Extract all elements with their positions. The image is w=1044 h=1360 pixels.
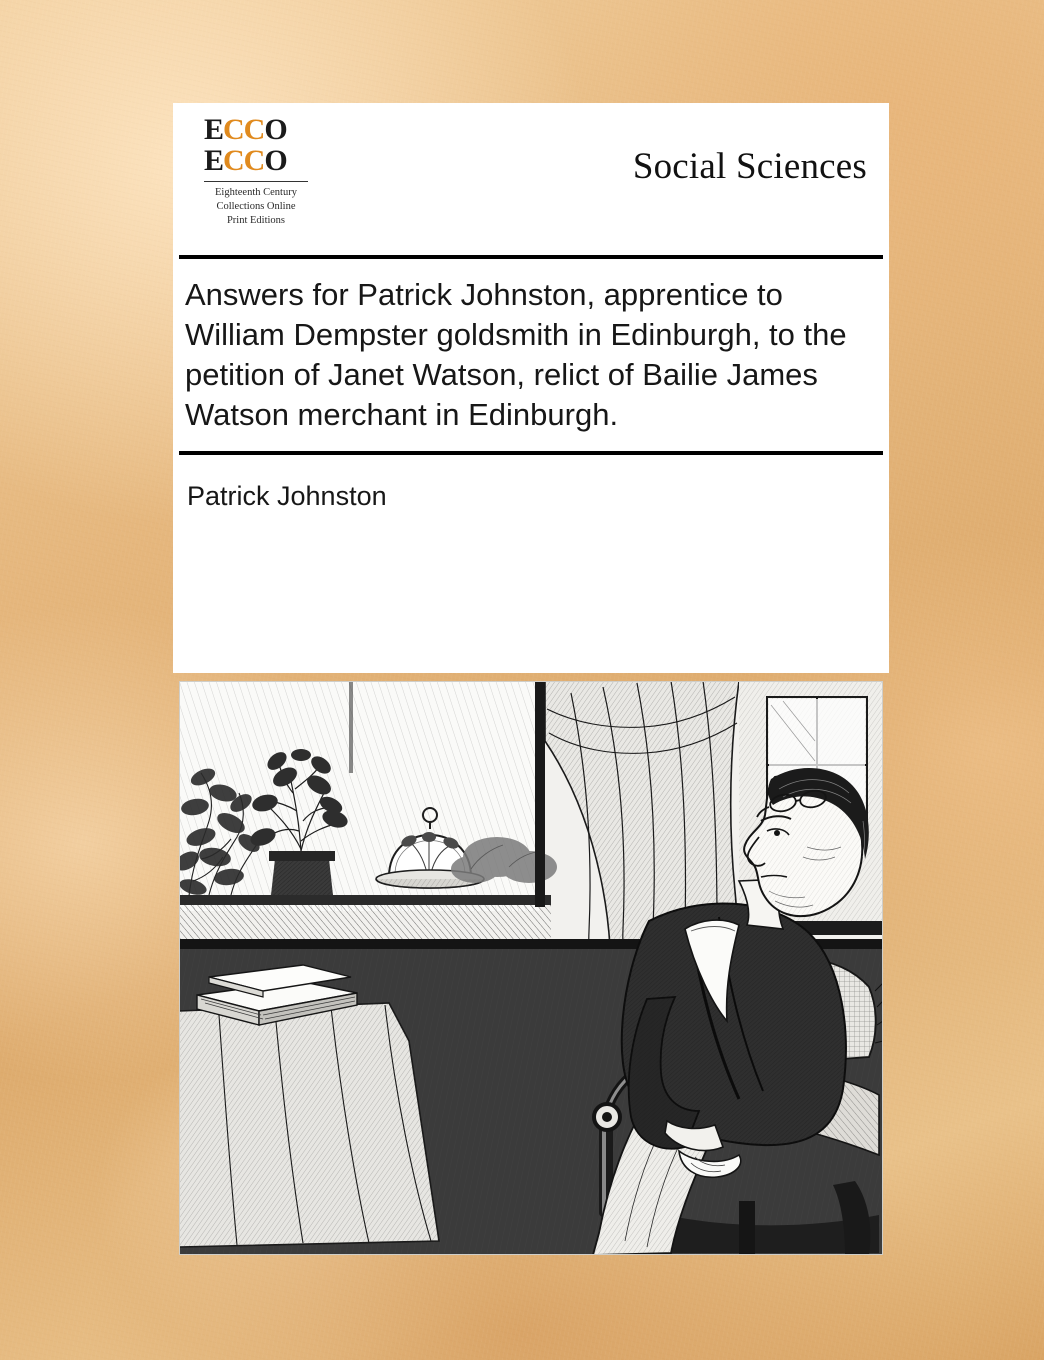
cover-header: [173, 103, 889, 255]
engraving-artwork: [179, 681, 883, 1255]
ecco-logo-mark: [202, 115, 310, 177]
book-title: Answers for Patrick Johnston, apprentice to William Dempster goldsmith in Edinburgh, to the petition of Janet Watson, relict of Bailie James Watson merchant in Edinburgh.: [185, 277, 847, 432]
ecco-logo-subtitle-1: Eighteenth Century: [215, 187, 297, 198]
ecco-logo: [196, 115, 316, 228]
author-block: [173, 455, 889, 532]
ecco-logo-subtitle-3: Print Editions: [226, 214, 286, 226]
ecco-logo-line2: ECCO: [204, 144, 287, 177]
author-name: Patrick Johnston: [187, 480, 387, 511]
ecco-logo-line1: ECCO: [204, 115, 287, 146]
cover-illustration: [179, 681, 883, 1255]
ecco-logo-divider: [204, 181, 308, 182]
ecco-logo-subtitle-2: Collections Online: [216, 200, 296, 212]
cover-paper: [173, 103, 889, 673]
title-block: [173, 259, 889, 451]
category-label: Social Sciences: [632, 146, 867, 187]
book-cover: [173, 103, 889, 1255]
